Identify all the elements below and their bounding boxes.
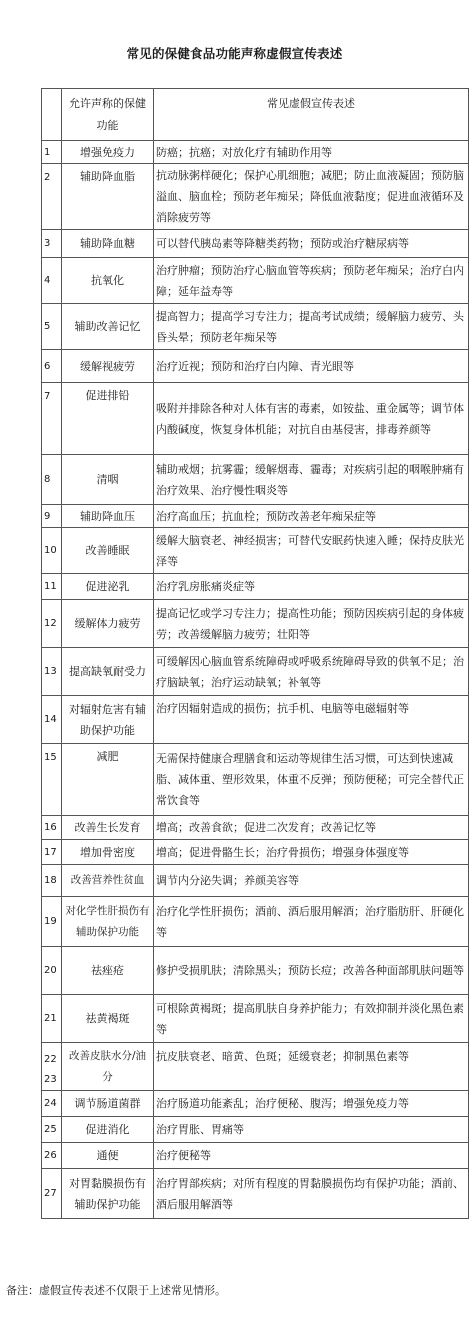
row-description: 可以替代胰岛素等降糖类药物；预防或治疗糖尿病等: [154, 230, 469, 258]
table-row: [42, 350, 469, 383]
table-body: [42, 141, 469, 1219]
row-description: 无需保持健康合理膳食和运动等规律生活习惯，可达到快速减脂、减体重、塑形效果，体重不反弹；预防便秘；可完全替代正常饮食等: [154, 744, 469, 816]
row-number-second: 23: [44, 1073, 57, 1085]
table-row: [42, 505, 469, 528]
row-function: 辅助降血糖: [62, 230, 154, 258]
row-number: 6: [42, 350, 62, 383]
row-function: 促进泌乳: [62, 574, 154, 600]
row-number-first: 22: [44, 1053, 57, 1065]
table-row: [42, 696, 469, 744]
row-function: 通便: [62, 1143, 154, 1169]
row-function: 减肥: [62, 744, 154, 816]
table-row: [42, 258, 469, 304]
row-description: 提高记忆或学习专注力；提高性功能；预防因疾病引起的身体疲劳；改善缓解脑力疲劳；壮阳等: [154, 600, 469, 648]
row-description: 缓解大脑衰老、神经损害；可替代安眠药快速入睡；保持皮肤光泽等: [154, 528, 469, 574]
table-row: [42, 1091, 469, 1117]
header-num-cell: [42, 89, 62, 141]
row-number: 20: [42, 947, 62, 995]
row-number: 25: [42, 1117, 62, 1143]
table-row: [42, 897, 469, 947]
row-function: 促进排铅: [62, 383, 154, 455]
row-description: 防癌；抗癌；对放化疗有辅助作用等: [154, 141, 469, 164]
row-description: 治疗便秘等: [154, 1143, 469, 1169]
row-description: 增高；促进骨骼生长；治疗骨损伤；增强身体强度等: [154, 840, 469, 865]
row-function: 辅助降血脂: [62, 164, 154, 230]
row-description: 治疗胃部疾病；对所有程度的胃黏膜损伤均有保护功能；酒前、酒后服用解酒等: [154, 1169, 469, 1219]
table-row: [42, 1043, 469, 1091]
row-description: 可根除黄褐斑；提高肌肤自身养护能力；有效抑制并淡化黑色素等: [154, 995, 469, 1043]
row-function: 抗氧化: [62, 258, 154, 304]
row-description: 吸附并排除各种对人体有害的毒素，如铵盐、重金属等；调节体内酸碱度，恢复身体机能；对抗自由基侵害，排毒养颜等: [154, 383, 469, 455]
row-description: 治疗胃胀、胃痛等: [154, 1117, 469, 1143]
table-row: [42, 744, 469, 816]
row-number: 26: [42, 1143, 62, 1169]
row-number: 19: [42, 897, 62, 947]
table-row: [42, 947, 469, 995]
table-row: [42, 1143, 469, 1169]
footnote: 备注：虚假宣传表述不仅限于上述常见情形。: [6, 1284, 226, 1297]
row-function: 清咽: [62, 455, 154, 505]
table-row: [42, 304, 469, 350]
row-function: 祛痤疮: [62, 947, 154, 995]
row-number: 16: [42, 816, 62, 840]
table-row: [42, 840, 469, 865]
table-row: [42, 455, 469, 505]
table-row: [42, 648, 469, 696]
header-function: 允许声称的保健功能: [62, 89, 154, 141]
row-function: 提高缺氧耐受力: [62, 648, 154, 696]
row-function: 祛黄褐斑: [62, 995, 154, 1043]
row-description: 治疗因辐射造成的损伤；抗手机、电脑等电磁辐射等: [154, 696, 469, 744]
table-row: [42, 1117, 469, 1143]
row-number: 27: [42, 1169, 62, 1219]
row-number: 18: [42, 865, 62, 897]
row-function: 辅助降血压: [62, 505, 154, 528]
table-row: [42, 600, 469, 648]
table-row: [42, 1169, 469, 1219]
row-number: 13: [42, 648, 62, 696]
row-description: 治疗肿瘤；预防治疗心脑血管等疾病；预防老年痴呆；治疗白内障；延年益寿等: [154, 258, 469, 304]
table-row: [42, 230, 469, 258]
row-number: 5: [42, 304, 62, 350]
row-function: 改善生长发育: [62, 816, 154, 840]
row-function: 调节肠道菌群: [62, 1091, 154, 1117]
row-number: 7: [42, 383, 62, 455]
row-function: 增加骨密度: [62, 840, 154, 865]
claims-table: [41, 88, 469, 1219]
table-row: [42, 995, 469, 1043]
row-number: 14: [42, 696, 62, 744]
row-description: 可缓解因心脑血管系统障碍或呼吸系统障碍导致的供氧不足；治疗脑缺氧；治疗运动缺氧；补氧等: [154, 648, 469, 696]
row-description: 治疗化学性肝损伤；酒前、酒后服用解酒；治疗脂肪肝、肝硬化等: [154, 897, 469, 947]
row-description: 修护受损肌肤；清除黑头；预防长痘；改善各种面部肌肤问题等: [154, 947, 469, 995]
row-function: 增强免疫力: [62, 141, 154, 164]
row-number: 3: [42, 230, 62, 258]
row-function: 改善皮肤水分/油分: [62, 1043, 154, 1091]
row-description: 辅助戒烟；抗雾霾；缓解烟毒、霾毒；对疾病引起的咽喉肿痛有治疗效果、治疗慢性咽炎等: [154, 455, 469, 505]
row-number: 24: [42, 1091, 62, 1117]
row-function: 对辐射危害有辅助保护功能: [62, 696, 154, 744]
row-function: 对胃黏膜损伤有辅助保护功能: [62, 1169, 154, 1219]
row-function: 缓解视疲劳: [62, 350, 154, 383]
row-function: 改善营养性贫血: [62, 865, 154, 897]
table-header-row: [42, 89, 469, 141]
row-function: 改善睡眠: [62, 528, 154, 574]
table-row: [42, 141, 469, 164]
row-number: 8: [42, 455, 62, 505]
row-number: 1: [42, 141, 62, 164]
row-number: 9: [42, 505, 62, 528]
row-number: 17: [42, 840, 62, 865]
row-description: 治疗乳房胀痛炎症等: [154, 574, 469, 600]
table-row: [42, 865, 469, 897]
row-description: 抗动脉粥样硬化；保护心肌细胞；减肥；防止血液凝固；预防脑溢血、脑血栓；预防老年痴呆；降低血液黏度；促进血液循环及消除疲劳等: [154, 164, 469, 230]
row-description: 治疗高血压；抗血栓；预防改善老年痴呆症等: [154, 505, 469, 528]
table-row: [42, 816, 469, 840]
row-number: 2: [42, 164, 62, 230]
table-row: [42, 383, 469, 455]
header-description: 常见虚假宣传表述: [154, 89, 469, 141]
row-number: 12: [42, 600, 62, 648]
row-number: [42, 1043, 62, 1091]
row-number: 15: [42, 744, 62, 816]
row-number: 10: [42, 528, 62, 574]
page-title: 常见的保健食品功能声称虚假宣传表述: [126, 46, 343, 61]
table-row: [42, 574, 469, 600]
row-description: 抗皮肤衰老、暗黄、色斑；延缓衰老；抑制黑色素等: [154, 1043, 469, 1091]
row-function: 促进消化: [62, 1117, 154, 1143]
row-description: 治疗近视；预防和治疗白内障、青光眼等: [154, 350, 469, 383]
row-description: 提高智力；提高学习专注力；提高考试成绩；缓解脑力疲劳、头昏头晕；预防老年痴呆等: [154, 304, 469, 350]
row-description: 增高；改善食欲；促进二次发育；改善记忆等: [154, 816, 469, 840]
row-number: 4: [42, 258, 62, 304]
row-function: 对化学性肝损伤有辅助保护功能: [62, 897, 154, 947]
table-row: [42, 528, 469, 574]
row-description: 治疗肠道功能紊乱；治疗便秘、腹泻；增强免疫力等: [154, 1091, 469, 1117]
row-function: 辅助改善记忆: [62, 304, 154, 350]
row-number: 21: [42, 995, 62, 1043]
row-description: 调节内分泌失调；养颜美容等: [154, 865, 469, 897]
row-function: 缓解体力疲劳: [62, 600, 154, 648]
row-number: 11: [42, 574, 62, 600]
table-row: [42, 164, 469, 230]
